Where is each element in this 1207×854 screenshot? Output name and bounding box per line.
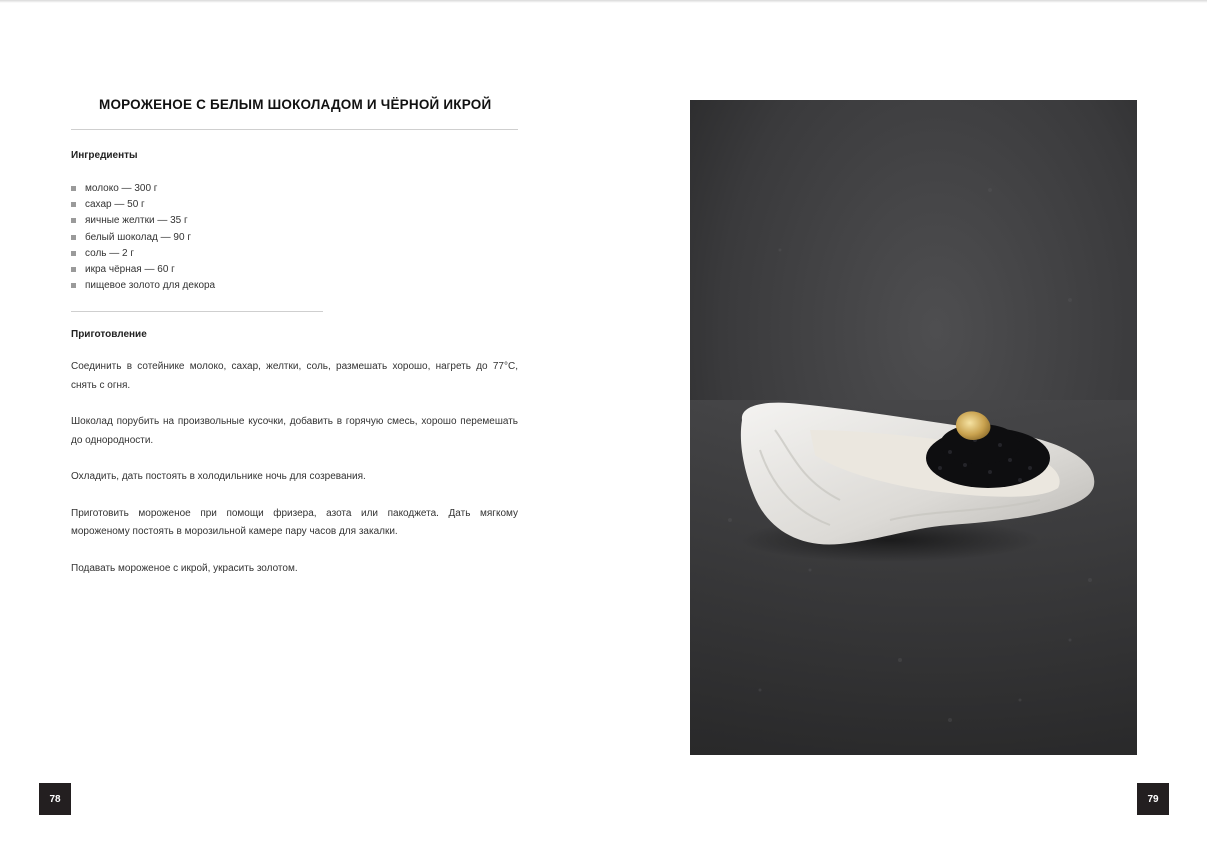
ingredient-item: пищевое золото для декора [71, 278, 215, 294]
preparation-step: Соединить в сотейнике молоко, сахар, желтки, соль, размешать хорошо, нагреть до 77°C, снять с огня. [71, 361, 518, 391]
preparation-heading: Приготовление [71, 329, 147, 340]
square-bullet-icon [71, 267, 76, 272]
page-edge-shadow [0, 0, 1207, 3]
preparation-step: Охладить, дать постоять в холодильнике ночь для созревания. [71, 471, 366, 482]
square-bullet-icon [71, 235, 76, 240]
preparation-step: Приготовить мороженое при помощи фризера, азота или пакоджета. Дать мягкому мороженому постоять в морозильной камере пару часов для закалки. [71, 507, 518, 537]
ingredient-item: молоко — 300 г [71, 180, 215, 196]
ingredients-list [71, 180, 215, 294]
square-bullet-icon [71, 202, 76, 207]
dish-photo [690, 100, 1137, 755]
ingredient-item: икра чёрная — 60 г [71, 261, 215, 277]
square-bullet-icon [71, 218, 76, 223]
ingredient-item: яичные желтки — 35 г [71, 213, 215, 229]
page-number-left: 78 [39, 783, 71, 815]
title-divider [71, 129, 518, 130]
section-divider [71, 311, 323, 312]
ingredient-item: белый шоколад — 90 г [71, 229, 215, 245]
ingredient-item: сахар — 50 г [71, 196, 215, 212]
ingredients-heading: Ингредиенты [71, 150, 138, 161]
recipe-title: МОРОЖЕНОЕ С БЕЛЫМ ШОКОЛАДОМ И ЧЁРНОЙ ИКРОЙ [99, 97, 492, 112]
preparation-steps [71, 358, 518, 596]
page-number-right: 79 [1137, 783, 1169, 815]
square-bullet-icon [71, 283, 76, 288]
ingredient-item: соль — 2 г [71, 245, 215, 261]
square-bullet-icon [71, 186, 76, 191]
square-bullet-icon [71, 251, 76, 256]
preparation-step: Шоколад порубить на произвольные кусочки, добавить в горячую смесь, хорошо перемешать до однородности. [71, 416, 518, 446]
preparation-step: Подавать мороженое с икрой, украсить золотом. [71, 562, 298, 574]
